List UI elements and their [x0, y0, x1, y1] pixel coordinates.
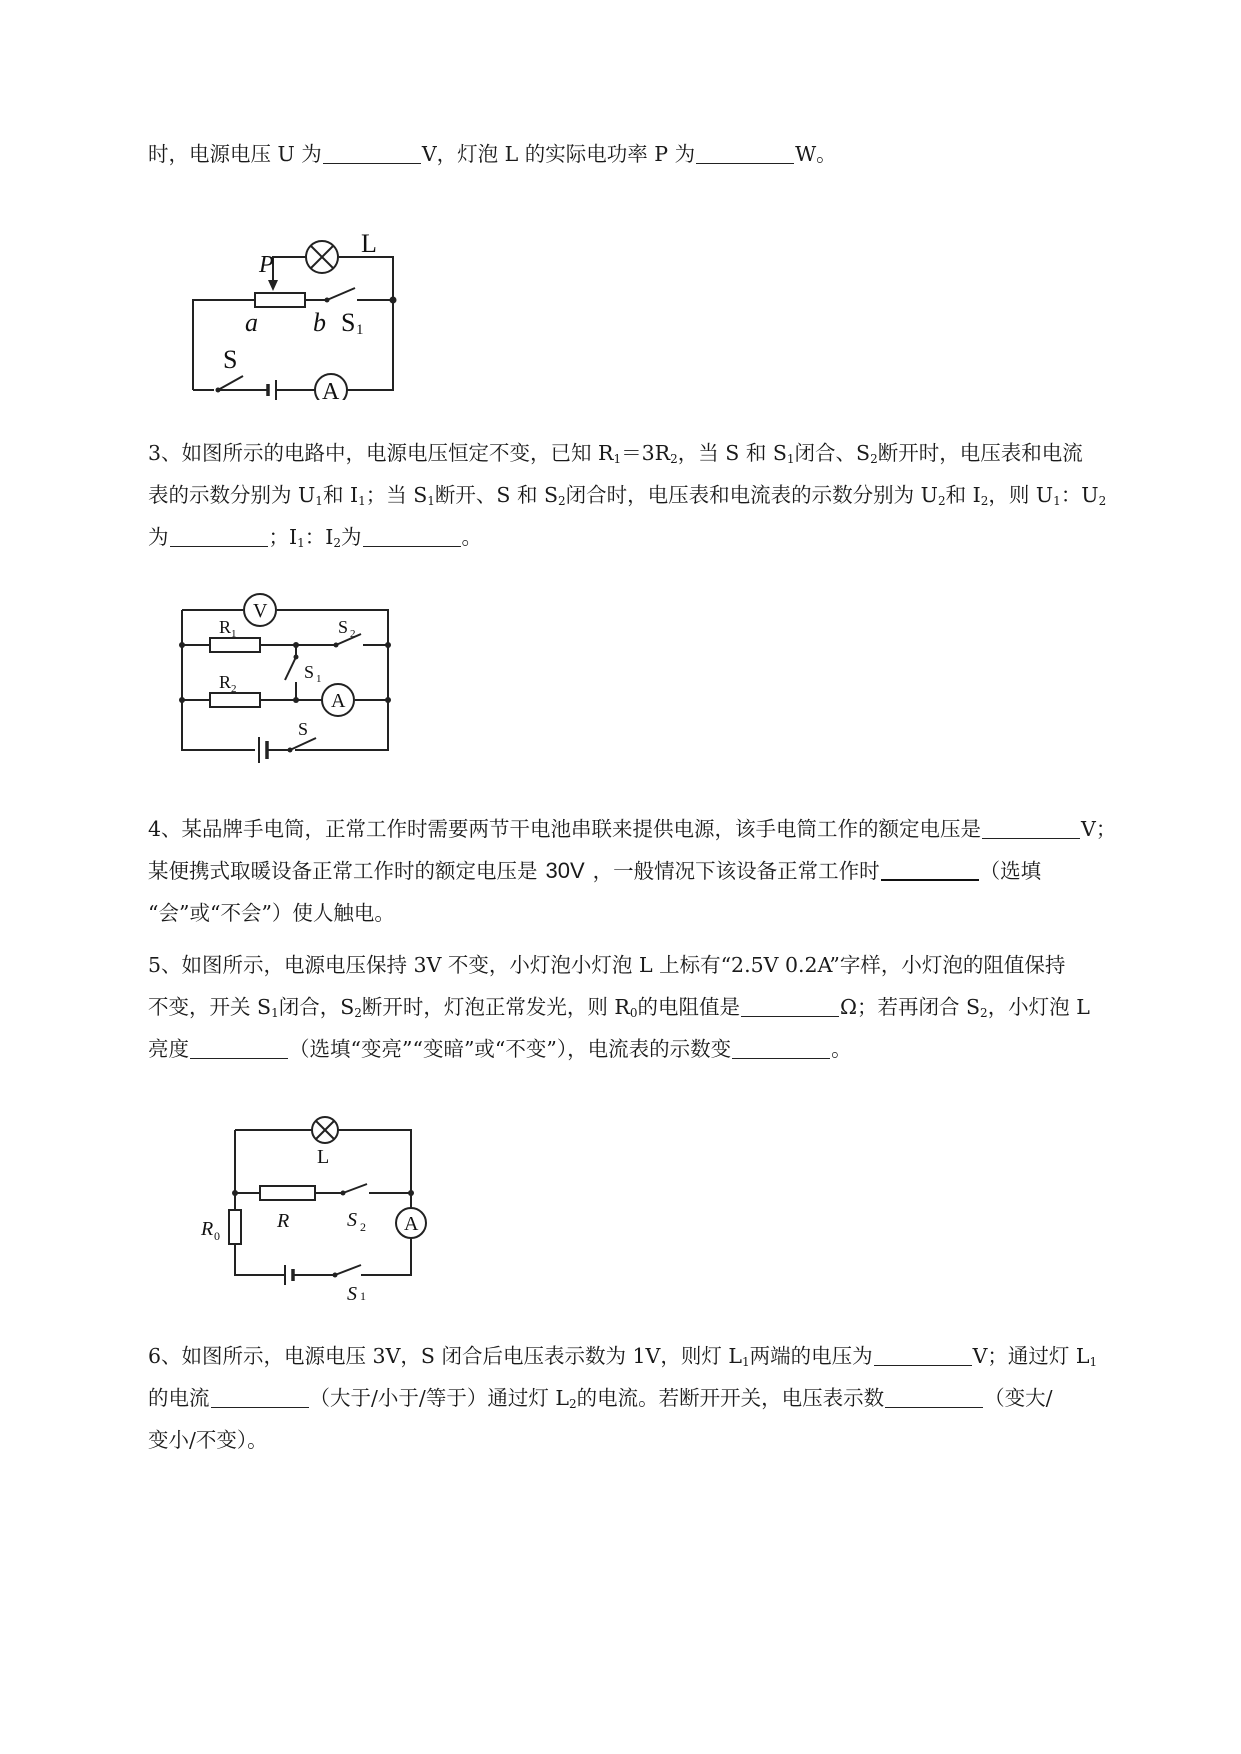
label-r1-sub: 1: [231, 628, 237, 640]
answer-blank-resistance[interactable]: [741, 994, 839, 1017]
q6-line-1: [148, 1335, 1146, 1377]
label-s1-sub: 1: [356, 322, 364, 338]
answer-blank-u-ratio[interactable]: [170, 524, 268, 547]
q3-text: ，则 U: [988, 483, 1054, 507]
q3-text: 和 I: [322, 483, 359, 507]
label-a: A: [331, 690, 346, 712]
sub: 1: [427, 494, 435, 508]
sub: 1: [271, 1006, 279, 1020]
switch-s2: [343, 1184, 367, 1193]
label-l: L: [361, 229, 377, 258]
q3-line-1: [148, 432, 1146, 474]
q3-line-2: [148, 474, 1146, 516]
q3-text: 断开时，电压表和电流: [877, 441, 1083, 465]
answer-blank-voltage[interactable]: [323, 141, 421, 164]
label-l: L: [317, 1146, 330, 1168]
answer-blank-shock[interactable]: [881, 857, 979, 881]
q4-text: 某便携式取暖设备正常工作时的额定电压是: [148, 859, 538, 883]
q4-text: ，一般情况下该设备正常工作时: [592, 859, 880, 883]
q6-text: （变大/: [984, 1386, 1053, 1410]
q4-text: V；: [1081, 817, 1117, 841]
label-b: b: [313, 308, 326, 337]
answer-blank-current-compare[interactable]: [211, 1385, 309, 1408]
label-a-meter: A: [322, 379, 340, 400]
resistor-r: [260, 1186, 315, 1200]
switch-s1: [327, 288, 355, 300]
q2-text-unit-v: V，灯泡 L 的实际电功率 P 为: [421, 142, 696, 166]
label-s2: S: [338, 617, 349, 637]
label-r: R: [277, 1210, 290, 1232]
q4-line-3: [148, 892, 1146, 934]
q3-text: ：I: [304, 525, 334, 549]
sub: 1: [786, 452, 795, 466]
q4-line-1: [148, 808, 1146, 850]
sub: 2: [980, 494, 989, 508]
q6-text: 的电流。若断开开关，电压表示数: [576, 1386, 885, 1410]
label-s1-sub: 1: [360, 1289, 366, 1300]
rheostat: [255, 293, 305, 307]
q3-text: 和 I: [945, 483, 981, 507]
q2-line: [148, 133, 1146, 175]
resistor-r1: [210, 638, 260, 652]
q5-line-3: [148, 1028, 1146, 1070]
label-v: V: [253, 600, 268, 622]
switch-s: [290, 738, 316, 750]
resistor-r0: [229, 1210, 241, 1244]
q5-text: 闭合，S: [278, 995, 355, 1019]
sub: 2: [980, 1006, 988, 1020]
q4-line-2: [148, 850, 1146, 892]
sub: 1: [358, 494, 366, 508]
q5-text: ，小灯泡 L: [987, 995, 1090, 1019]
q5-line-2: [148, 986, 1146, 1028]
sub: 1: [1089, 1355, 1098, 1369]
q6-text: V；通过灯 L: [972, 1344, 1090, 1368]
q6-text: （大于/小于/等于）通过灯 L: [309, 1386, 569, 1410]
q3-text: ＝3R: [621, 441, 671, 465]
answer-blank-brightness[interactable]: [190, 1036, 288, 1059]
circuit-diagram-q5: [195, 1110, 435, 1300]
voltage-value: 30V: [545, 858, 585, 883]
label-a: a: [245, 308, 258, 337]
q5-text: 。: [831, 1037, 852, 1061]
label-r0: R: [201, 1218, 214, 1240]
label-s: S: [223, 345, 238, 374]
q6-text: 两端的电压为: [749, 1344, 873, 1368]
label-s2: S: [347, 1209, 357, 1231]
q5-text: 断开时，灯泡正常发光，则 R: [361, 995, 630, 1019]
q6-line-3: [148, 1419, 1146, 1461]
label-s1-sub: 1: [316, 673, 322, 685]
answer-blank-power[interactable]: [696, 141, 794, 164]
q3-text: 为: [148, 525, 169, 549]
q3-text: 断开、S 和 S: [434, 483, 559, 507]
label-s2-sub: 2: [350, 628, 356, 640]
q3-text: ，当 S 和 S: [677, 441, 787, 465]
answer-blank-ammeter[interactable]: [732, 1036, 830, 1059]
sub: 1: [613, 452, 622, 466]
sub: 2: [568, 1397, 577, 1411]
sub: 1: [741, 1355, 750, 1369]
q3-text: 。: [461, 525, 482, 549]
q6-line-2: [148, 1377, 1146, 1419]
label-r1: R: [219, 617, 232, 637]
resistor-r2: [210, 693, 260, 707]
circuit-diagram-q2: [185, 220, 425, 400]
q5-text: （选填“变亮”“变暗”或“不变”），电流表的示数变: [289, 1037, 732, 1061]
sub: 1: [1053, 494, 1061, 508]
answer-blank-rated-voltage[interactable]: [982, 816, 1080, 839]
sub: 2: [670, 452, 678, 466]
label-r2: R: [219, 672, 232, 692]
switch-s1: [285, 657, 296, 680]
q5-text: 5、如图所示，电源电压保持 3V 不变，小灯泡小灯泡 L 上标有“2.5V 0.2A”字样，小灯泡的阻值保持: [148, 953, 1066, 977]
label-s: S: [298, 719, 309, 739]
sub: 2: [870, 452, 878, 466]
q3-line-3: [148, 516, 1146, 558]
q2-text: 时，电源电压 U 为: [148, 142, 322, 166]
label-s2-sub: 2: [360, 1220, 366, 1234]
sub: 2: [937, 494, 946, 508]
q6-text: 变小/不变）。: [148, 1428, 268, 1452]
switch-s: [218, 376, 243, 390]
q4-text: 4、某品牌手电筒，正常工作时需要两节干电池串联来提供电源，该手电筒工作的额定电压是: [148, 817, 982, 841]
q3-text: 表的示数分别为 U: [148, 483, 316, 507]
q3-text: 闭合时，电压表和电流表的示数分别为 U: [565, 483, 938, 507]
sub: 1: [297, 536, 305, 550]
q6-text: 6、如图所示，电源电压 3V，S 闭合后电压表示数为 1V，则灯 L: [148, 1344, 742, 1368]
q2-text-unit-w: W。: [795, 142, 837, 166]
q5-text: Ω；若再闭合 S: [839, 995, 981, 1019]
q6-text: 的电流: [148, 1386, 210, 1410]
q3-text: ；当 S: [365, 483, 428, 507]
sub: 2: [1098, 494, 1107, 508]
sub: 1: [315, 494, 323, 508]
label-s1: S: [304, 662, 315, 682]
circuit-diagram-q3: [170, 585, 400, 765]
label-p: P: [259, 252, 274, 278]
sub: 0: [629, 1006, 638, 1020]
sub: 2: [333, 536, 341, 550]
label-a: A: [404, 1213, 419, 1235]
answer-blank-voltmeter[interactable]: [885, 1385, 983, 1408]
q3-text: 3、如图所示的电路中，电源电压恒定不变，已知 R: [148, 441, 614, 465]
q3-text: ：U: [1060, 483, 1099, 507]
answer-blank-i-ratio[interactable]: [363, 524, 461, 547]
q4-text: （选填: [979, 859, 1042, 883]
label-s1: S: [341, 308, 356, 337]
q5-line-1: [148, 944, 1146, 986]
q4-text: “会”或“不会”）使人触电。: [148, 901, 395, 925]
sub: 2: [354, 1006, 362, 1020]
q5-text: 的电阻值是: [637, 995, 740, 1019]
answer-blank-l1-voltage[interactable]: [874, 1343, 972, 1366]
q5-text: 亮度: [148, 1037, 189, 1061]
q3-text: 为: [341, 525, 362, 549]
label-r2-sub: 2: [231, 683, 237, 695]
q3-text: 闭合、S: [794, 441, 871, 465]
q5-text: 不变，开关 S: [148, 995, 272, 1019]
sub: 2: [558, 494, 566, 508]
q3-text: ；I: [268, 525, 298, 549]
label-s1: S: [347, 1283, 357, 1300]
switch-s1: [335, 1265, 361, 1275]
label-r0-sub: 0: [214, 1229, 220, 1243]
